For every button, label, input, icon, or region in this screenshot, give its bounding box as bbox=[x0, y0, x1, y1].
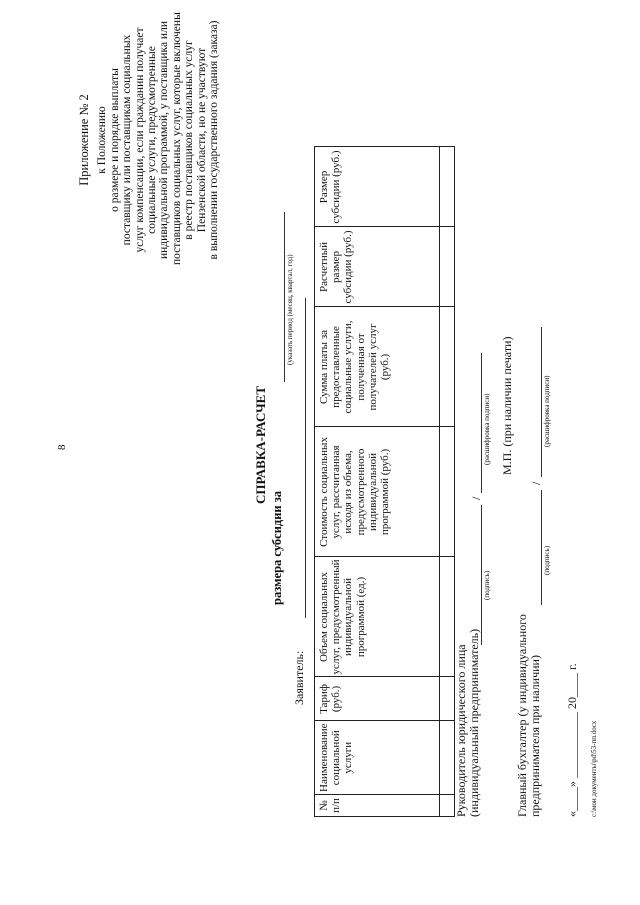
table-cell bbox=[440, 721, 455, 795]
accountant-signature-line bbox=[541, 490, 542, 605]
date-line: «____» ___________ 20____ г. bbox=[565, 663, 579, 817]
appendix-line: индивидуальной программой, у поставщика или bbox=[158, 21, 171, 259]
table-cell bbox=[440, 227, 455, 307]
applicant-fill-line bbox=[305, 298, 306, 618]
table-cell bbox=[440, 427, 455, 557]
table-cell bbox=[440, 307, 455, 427]
table-header-row bbox=[315, 147, 440, 817]
appendix-block bbox=[77, 12, 221, 265]
accountant-label-line: Главный бухгалтер (у индивидуального bbox=[515, 614, 529, 817]
appendix-line: услуг компенсации, если гражданин получает bbox=[133, 27, 146, 253]
table-row bbox=[440, 147, 455, 817]
appendix-line: в выполнении государственного задания (заказа) bbox=[208, 20, 221, 260]
head-signature-label bbox=[455, 629, 481, 817]
appendix-line: Пензенской области, но не участвуют bbox=[195, 47, 208, 233]
table-cell bbox=[440, 677, 455, 721]
header-cell-tariff: Тариф (руб.) bbox=[315, 677, 440, 721]
header-cell-payment: Сумма платы за предоставленные социальные услуги, полученная от получателей услуг (руб.) bbox=[315, 307, 440, 427]
accountant-slash: / bbox=[529, 481, 543, 485]
page-number: 8 bbox=[56, 444, 68, 450]
header-cell-subsidy: Размер субсидии (руб.) bbox=[315, 147, 440, 227]
header-cell-service-name: Наименование социальной услуги bbox=[315, 721, 440, 795]
head-signature-line bbox=[481, 505, 482, 645]
accountant-signature-label bbox=[516, 614, 542, 817]
accountant-signature-hint: (подпись) bbox=[543, 545, 551, 575]
accountant-label-line: предпринимателя при наличии) bbox=[528, 655, 542, 817]
appendix-line: о размере и порядке выплаты bbox=[108, 68, 121, 212]
period-fill-line bbox=[284, 212, 285, 382]
accountant-decoding-hint: (расшифровка подписи) bbox=[543, 375, 551, 447]
applicant-label: Заявитель: bbox=[292, 650, 306, 705]
header-cell-number: № п/п bbox=[315, 795, 440, 817]
appendix-line: социальные услуги, предусмотренные bbox=[146, 46, 159, 234]
head-decoding-hint: (расшифровка подписи) bbox=[483, 393, 491, 465]
table-cell bbox=[440, 147, 455, 227]
appendix-line: к Положению bbox=[96, 106, 109, 174]
footer-file-path: c:\мои документы\pd\53-пп.docx bbox=[590, 720, 598, 817]
period-hint: (указать период (месяц, квартал, год) bbox=[286, 254, 294, 365]
appendix-line: поставщиков социальных услуг, которые включены bbox=[170, 12, 183, 265]
accountant-decoding-line bbox=[541, 327, 542, 477]
head-label-line: Руководитель юридического лица bbox=[454, 644, 468, 817]
stamp-place: М.П. (при наличии печати) bbox=[500, 336, 514, 475]
table-cell bbox=[440, 557, 455, 677]
appendix-line: поставщику или поставщикам социальных bbox=[121, 34, 134, 246]
head-decoding-line bbox=[481, 353, 482, 493]
appendix-title: Приложение № 2 bbox=[77, 94, 91, 186]
head-signature-hint: (подпись) bbox=[483, 570, 491, 600]
appendix-line: в реестр поставщиков социальных услуг bbox=[183, 40, 196, 240]
head-slash: / bbox=[469, 496, 483, 500]
header-cell-cost: Стоимость социальных услуг, рассчитанная исходя из объема, предусмотренного индивидуальной программой (руб.) bbox=[315, 427, 440, 557]
table-cell bbox=[440, 795, 455, 817]
head-label-line: (индивидуальный предприниматель) bbox=[467, 628, 481, 817]
header-cell-estimated-subsidy: Расчетный размер субсидии (руб.) bbox=[315, 227, 440, 307]
document-subtitle: размера субсидии за bbox=[270, 490, 284, 605]
header-cell-volume: Объем социальных услуг, предусмотренный индивидуальной программой (ед.) bbox=[315, 557, 440, 677]
document-title: СПРАВКА-РАСЧЕТ bbox=[253, 386, 268, 504]
subsidy-table bbox=[314, 146, 455, 817]
